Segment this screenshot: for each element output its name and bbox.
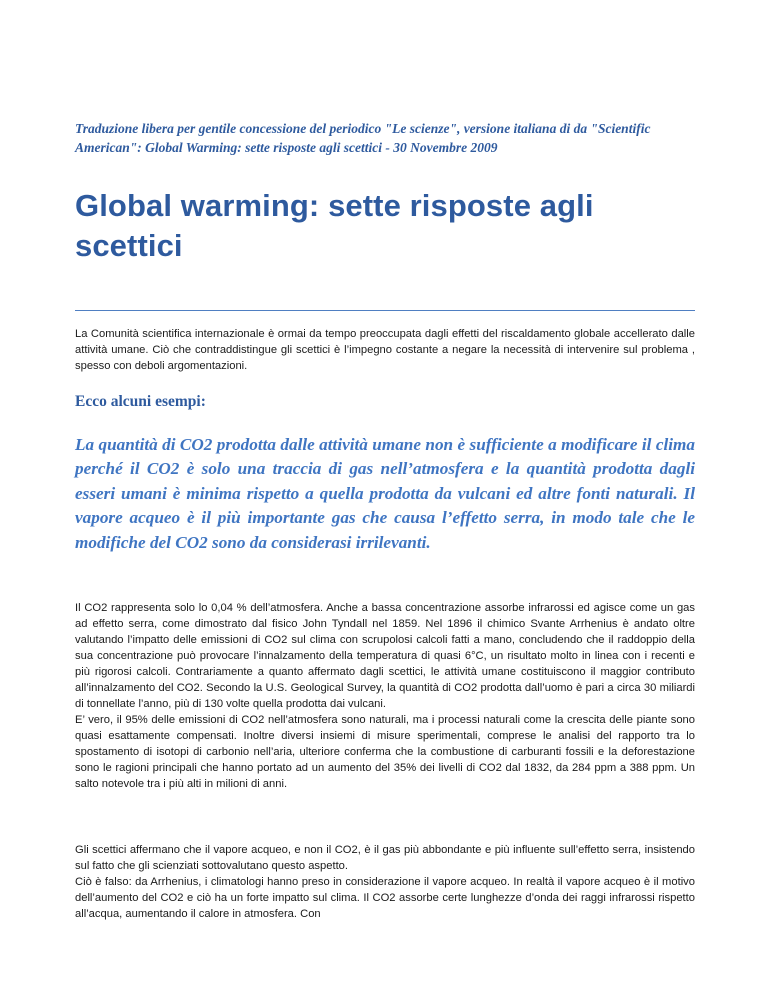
intro-paragraph: La Comunità scientifica internazionale è ormai da tempo preoccupata dagli effetti del riscaldamento globale accellerato dalle attività umane. Ciò che contraddistingue gli scettici è l’impegno costante a negare la necessità di intervenire sul problema , spesso con deboli argomentazioni. [75,328,695,372]
answer-paragraph-4: Ciò è falso: da Arrhenius, i climatologi hanno preso in considerazione il vapore acqueo. In realtà il vapore acqueo è il motivo dell’aumento del CO2 e ciò ha un forte impatto sul clima. Il CO2 assorbe certe lunghezze d’onda dei raggi infrarossi rispetto all’acqua, aumentando il calore in atmosfera. Con [75,876,695,920]
answer-paragraph-1: Il CO2 rappresenta solo lo 0,04 % dell’atmosfera. Anche a bassa concentrazione assorbe infrarossi ed agisce come un gas ad effetto serra, come dimostrato dal fisico John Tyndall nel 1859. Nel 1896 il chimico Svante Arrhenius è andato oltre valutando l’impatto delle emissioni di CO2 sul clima con scrupolosi calcoli fatti a mano, concludendo che il raddoppio della sua concentrazione può provocare l’innalzamento della temperatura di quasi 6°C, un risultato molto in linea con i recenti e più rigorosi calcoli. Contrariamente a quanto affermato dagli scettici, le attività umane costituiscono il maggior contributo all’innalzamento del CO2. Secondo la U.S. Geological Survey, la quantità di CO2 prodotta dall’uomo è pari a circa 30 miliardi di tonnellate l’anno, più di 130 volte quella prodotta dai vulcani. [75,602,695,710]
skeptic-claim: La quantità di CO2 prodotta dalle attività umane non è sufficiente a modificare il clima perché il CO2 è solo una traccia di gas nell’atmosfera e la quantità prodotta dagli esseri umani è minima rispetto a quella prodotta da vulcani ed altre fonti naturali. Il vapore acqueo è il più importante gas che causa l’effetto serra, in modo tale che le modifiche del CO2 sono da considerasi irrilevanti. [75,435,695,552]
answer-paragraph-2: E’ vero, il 95% delle emissioni di CO2 nell’atmosfera sono naturali, ma i processi naturali come la crescita delle piante sono quasi esattamente compensati. Inoltre diversi insiemi di misure sperimentali, comprese le analisi del rapporto tra lo spostamento di isotopi di carbonio nell’aria, ulteriore conferma che la combustione di carburanti fossili e la deforestazione sono le ragioni principali che hanno portato ad un aumento del 35% dei livelli di CO2 dal 1832, da 284 ppm a 388 ppm. Un salto notevole tra i più alti in milioni di anni. [75,714,695,790]
title-divider [75,310,695,311]
translation-credit: Traduzione libera per gentile concessione del periodico "Le scienze", versione italiana di da "Scientific American": Global Warming: sette risposte agli scettici - 30 Novembre 2009 [75,121,651,155]
article-title: Global warming: sette risposte agli scettici [75,188,594,263]
answer-block-2 [75,842,695,922]
answer-paragraph-3: Gli scettici affermano che il vapore acqueo, e non il CO2, è il gas più abbondante e più influente sull’effetto serra, insistendo sul fatto che gli scienziati sottovalutano questo aspetto. [75,844,695,872]
section-heading: Ecco alcuni esempi: [75,393,206,410]
answer-block-1 [75,600,695,792]
